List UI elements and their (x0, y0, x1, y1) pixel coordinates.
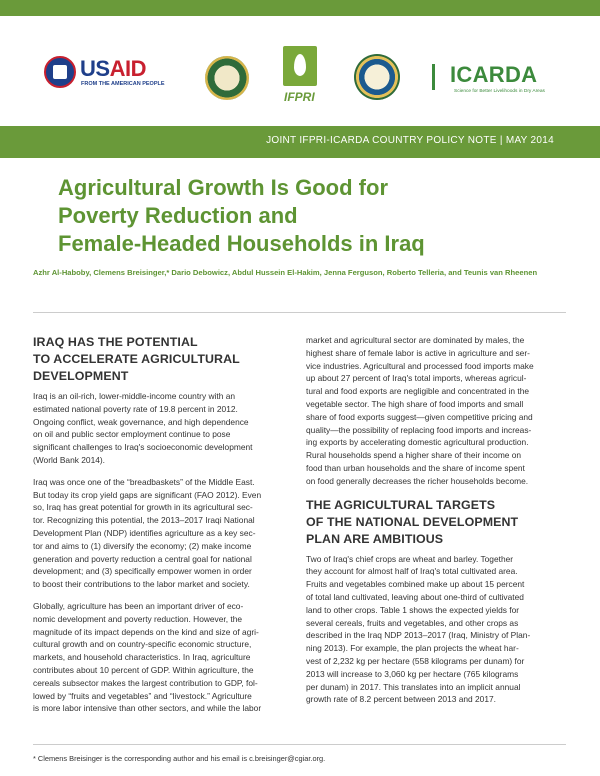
text-line: (World Bank 2014). (33, 454, 105, 465)
text-line: Iraq was once one of the “breadbaskets” of the Middle East. (33, 476, 255, 487)
usaid-tagline: FROM THE AMERICAN PEOPLE (81, 81, 165, 87)
text-line: vice industries. Agricultural and processed food imports make (306, 360, 534, 371)
text-line: on oil and public sector employment continue to pose (33, 429, 231, 440)
text-line: on food generally decreases the richer households become. (306, 475, 529, 486)
footnote: * Clemens Breisinger is the corresponding author and his email is c.breisinger@cgiar.org. (33, 754, 326, 763)
text-line: of total land cultivated, leaving about one-third of cultivated (306, 591, 524, 602)
icarda-logo (432, 62, 552, 102)
text-line: Ongoing conflict, weak governance, and high dependence (33, 416, 249, 427)
title-line: Agricultural Growth Is Good for (58, 175, 388, 200)
section-heading: THE AGRICULTURAL TARGETS OF THE NATIONAL DEVELOPMENT PLAN ARE AMBITIOUS (306, 497, 519, 546)
text-line: contributes about 10 percent of GDP. Within agriculture, the (33, 664, 254, 675)
author-list: Azhr Al-Haboby, Clemens Breisinger,* Dario Debowicz, Abdul Hussein El-Hakim, Jenna Ferguson, Roberto Telleria, and Teunis van Rheenen (33, 268, 538, 277)
left-column (33, 334, 295, 724)
iraq-agriculture-seal-icon (354, 54, 400, 100)
text-line: they account for almost half of Iraq's total cultivated area. (306, 566, 518, 577)
usaid-seal-icon (44, 56, 76, 88)
paragraph (306, 334, 568, 488)
series-band (0, 126, 600, 158)
icarda-wordmark: ICARDA (450, 62, 538, 87)
text-line: cultural growth and on country-specific economic structure, (33, 639, 252, 650)
text-line: ning 2013). For example, the plan projects the wheat har- (306, 643, 519, 654)
paragraph (33, 600, 295, 715)
text-line: Globally, agriculture has been an important driver of eco- (33, 600, 244, 611)
footnote-divider (33, 744, 566, 745)
text-line: food than urban households and the share of income spent (306, 462, 525, 473)
divider (33, 312, 566, 313)
text-line: land to other crops. Table 1 shows the expected yields for (306, 604, 520, 615)
right-column (306, 334, 568, 715)
page-title (58, 174, 558, 258)
icarda-leaf-icon (432, 64, 446, 90)
usaid-wordmark: USAID (80, 56, 146, 81)
text-line: Development Plan (NDP) identifies agriculture as a key sec- (33, 527, 256, 538)
text-line: magnitude of its impact depends on the kind and size of agri- (33, 626, 259, 637)
text-line: tor. Recognizing this potential, the 2013–2017 Iraqi National (33, 515, 255, 526)
text-line: Iraq is an oil-rich, lower-middle-income country with an (33, 391, 236, 401)
text-line: so, Iraq has great potential for growth in its agricultural sec- (33, 502, 253, 513)
section-heading: IRAQ HAS THE POTENTIAL TO ACCELERATE AGRICULTURAL DEVELOPMENT (33, 335, 240, 383)
text-line: markets, and household characteristics. In Iraq, agriculture (33, 652, 251, 663)
text-line: several cereals, fruits and vegetables, and other crops as (306, 617, 519, 628)
text-line: estimated national poverty rate of 19.8 percent in 2012. (33, 403, 238, 414)
partner-logos (0, 16, 600, 126)
text-line: vest of 2,232 kg per hectare (558 kilograms per dunam) for (306, 655, 525, 666)
iraq-ministry-seal-icon (205, 56, 249, 100)
text-line: described in the Iraq NDP 2013–2017 (Iraq, Ministry of Plan- (306, 630, 531, 641)
text-line: quality—the possibility of replacing food imports and increas- (306, 424, 532, 435)
text-line: development; and (3) specifically empower women in order (33, 566, 252, 577)
ifpri-leaf-icon (283, 46, 317, 86)
title-line: Female-Headed Households in Iraq (58, 231, 425, 256)
series-label: JOINT IFPRI-ICARDA COUNTRY POLICY NOTE | MAY 2014 (266, 135, 554, 146)
text-line: ing exports by accelerating domestic agricultural production. (306, 437, 529, 448)
text-line: tural and food exports are negligible and concentrated in the (306, 386, 530, 397)
text-line: Fruits and vegetables combined make up about 15 percent (306, 579, 525, 590)
text-line: is more labor intensive than other sectors, and while the labor (33, 703, 262, 714)
text-line: Two of Iraq's chief crops are wheat and barley. Together (306, 553, 514, 564)
text-line: tor and aims to (1) diversify the economy; (2) make income (33, 540, 252, 551)
text-line: generation and poverty reduction a central goal for national (33, 553, 252, 564)
top-color-band (0, 0, 600, 16)
icarda-tagline: Science for Better Livelihoods in Dry Areas (454, 89, 545, 94)
text-line: nomic development and poverty reduction. However, the (33, 613, 243, 624)
text-line: highest share of female labor is active in agriculture and ser- (306, 347, 530, 358)
text-line: vegetable sector. The high share of food imports and small (306, 398, 524, 409)
text-line: per dunam) in 2017. This translates into an implicit annual (306, 681, 521, 692)
text-line: to boost their contributions to the labor market and society. (33, 579, 250, 590)
text-line: Rural households spend a higher share of their income on (306, 450, 522, 461)
text-line: market and agricultural sector are dominated by males, the (306, 335, 525, 345)
usaid-logo (44, 56, 165, 90)
text-line: cereals subsector makes the largest contribution to GDP, fol- (33, 677, 258, 688)
text-line: But today its crop yield gaps are significant (FAO 2012). Even (33, 489, 262, 500)
text-line: significant challenges to Iraq's socioeconomic development (33, 442, 253, 453)
paragraph (33, 476, 295, 591)
text-line: growth rate of 8.2 percent between 2013 and 2017. (306, 694, 496, 705)
paragraph (306, 553, 568, 707)
ifpri-logo (283, 46, 319, 112)
text-line: share of food exports suggest—given competitive pricing and (306, 411, 533, 422)
text-line: up about 27 percent of Iraq's total imports, whereas agricul- (306, 373, 527, 384)
ifpri-label: IFPRI (284, 90, 315, 104)
paragraph (33, 390, 295, 467)
title-line: Poverty Reduction and (58, 203, 298, 228)
text-line: lowed by “fruits and vegetables” and “livestock.” Agriculture (33, 690, 252, 701)
text-line: 2013 will increase to 3,060 kg per hectare (765 kilograms (306, 668, 519, 679)
